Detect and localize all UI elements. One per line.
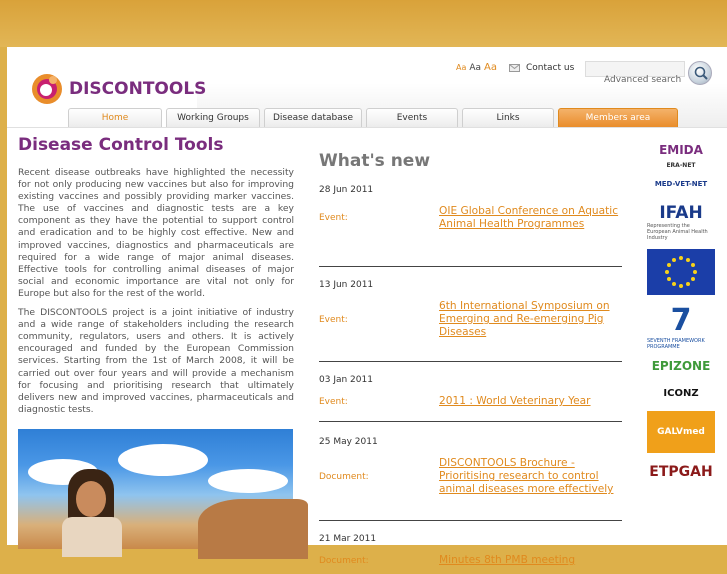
tab-members-area[interactable]: Members area (558, 108, 678, 127)
page-title: Disease Control Tools (18, 135, 224, 155)
search-button[interactable] (688, 61, 712, 85)
tab-home[interactable]: Home (68, 108, 162, 127)
fp7-sub: SEVENTH FRAMEWORK PROGRAMME (647, 337, 705, 350)
whats-new-title: What's new (319, 151, 431, 171)
news-link[interactable]: 6th International Symposium on Emerging and Re-emerging Pig Diseases (439, 300, 610, 338)
person-face (76, 481, 106, 517)
intro-paragraph: Recent disease outbreaks have highlighted the necessity for not only producing new vaccines but also for improving existing vaccines and possibly providing marker vaccines. The use of vaccines and diagnostic tests are a key component as they have the potential to support control and eradication and to be highly cost effective. New and improved vaccines, diagnostics and pharmaceuticals are required for a wide range of major animal diseases. Effective tools for controlling animal diseases of major social and economic importance are vital not only for Europe but also for the rest of the world. (18, 167, 294, 299)
galvmed-logo[interactable]: GALVmed (647, 411, 715, 453)
news-date: 03 Jan 2011 (319, 375, 373, 385)
news-link[interactable]: DISCONTOOLS Brochure - Prioritising research to control animal diseases more effectively (439, 457, 614, 495)
tab-working-groups[interactable]: Working Groups (166, 108, 260, 127)
logo-mark-icon (29, 71, 65, 107)
news-item (319, 534, 622, 574)
tab-events[interactable]: Events (366, 108, 458, 127)
font-small-button[interactable]: Aa (456, 63, 467, 72)
news-link[interactable]: OIE Global Conference on Aquatic Animal Health Programmes (439, 205, 619, 230)
contact-label: Contact us (526, 63, 575, 73)
news-item (319, 437, 622, 521)
ifah-text: IFAH (659, 203, 703, 223)
news-date: 25 May 2011 (319, 437, 378, 447)
eu-flag-logo[interactable] (647, 249, 715, 295)
eu-stars-icon (661, 252, 701, 292)
news-link[interactable]: Minutes 8th PMB meeting (439, 554, 576, 566)
med-vet-net-logo[interactable]: MED-VET-NET (654, 180, 708, 188)
emida-logo[interactable] (647, 137, 715, 163)
person-shirt (62, 517, 122, 557)
nav-divider (7, 127, 727, 128)
news-kind: Document: (319, 471, 369, 482)
envelope-icon (509, 64, 520, 72)
logo-text: DISCONTOOLS (69, 79, 207, 99)
font-large-button[interactable]: Aa (484, 62, 498, 73)
fp7-text: 7 (670, 302, 692, 338)
intro-section (18, 135, 294, 423)
news-kind: Event: (319, 396, 348, 407)
main-nav (68, 108, 678, 128)
news-date: 13 Jun 2011 (319, 280, 374, 290)
news-item (319, 280, 622, 362)
whats-new-section (319, 151, 622, 574)
iconz-logo[interactable]: ICONZ (663, 387, 699, 399)
hero-photo (18, 429, 293, 549)
advanced-search-link[interactable]: Advanced search (604, 75, 682, 85)
site-logo[interactable] (29, 71, 207, 107)
search-icon (689, 62, 713, 86)
page (7, 47, 727, 566)
header (7, 47, 727, 127)
font-size-switcher (456, 62, 497, 73)
emida-sub: ERA-NET (666, 161, 696, 169)
rock-shape (198, 499, 308, 559)
emida-text: EMIDA (659, 143, 703, 157)
contact-link[interactable] (509, 63, 574, 73)
ifah-logo[interactable] (647, 199, 715, 245)
intro-paragraph: The DISCONTOOLS project is a joint initiative of industry and a wide range of stakeholders including the research community, regulators, users and others. It is actively encouraged and funded by the European Commission services. Starting from the 1st of March 2008, it will be carried out over four years and will provide a mechanism for focusing and prioritising research that ultimately delivers new and improved vaccines, pharmaceuticals and diagnostic tests. (18, 307, 294, 415)
news-date: 28 Jun 2011 (319, 185, 374, 195)
news-item (319, 375, 622, 405)
etpgah-logo[interactable]: ETPGAH (649, 464, 713, 480)
news-kind: Event: (319, 213, 348, 223)
font-medium-button[interactable]: Aa (469, 62, 482, 73)
news-link[interactable]: 2011 : World Veterinary Year (439, 395, 591, 407)
ifah-sub: Representing the European Animal Health Industry (647, 223, 708, 241)
news-kind: Document: (319, 555, 369, 566)
epizone-logo[interactable]: EPIZONE (651, 359, 711, 373)
partner-logos (647, 137, 717, 491)
news-item (319, 185, 622, 267)
tab-links[interactable]: Links (462, 108, 554, 127)
news-kind: Event: (319, 314, 348, 325)
fp7-logo[interactable] (647, 299, 715, 353)
top-band (0, 0, 727, 47)
cloud-shape (118, 444, 208, 476)
news-divider (319, 421, 622, 422)
cloud-shape (208, 469, 288, 493)
tab-disease-database[interactable]: Disease database (264, 108, 362, 127)
news-date: 21 Mar 2011 (319, 534, 377, 544)
